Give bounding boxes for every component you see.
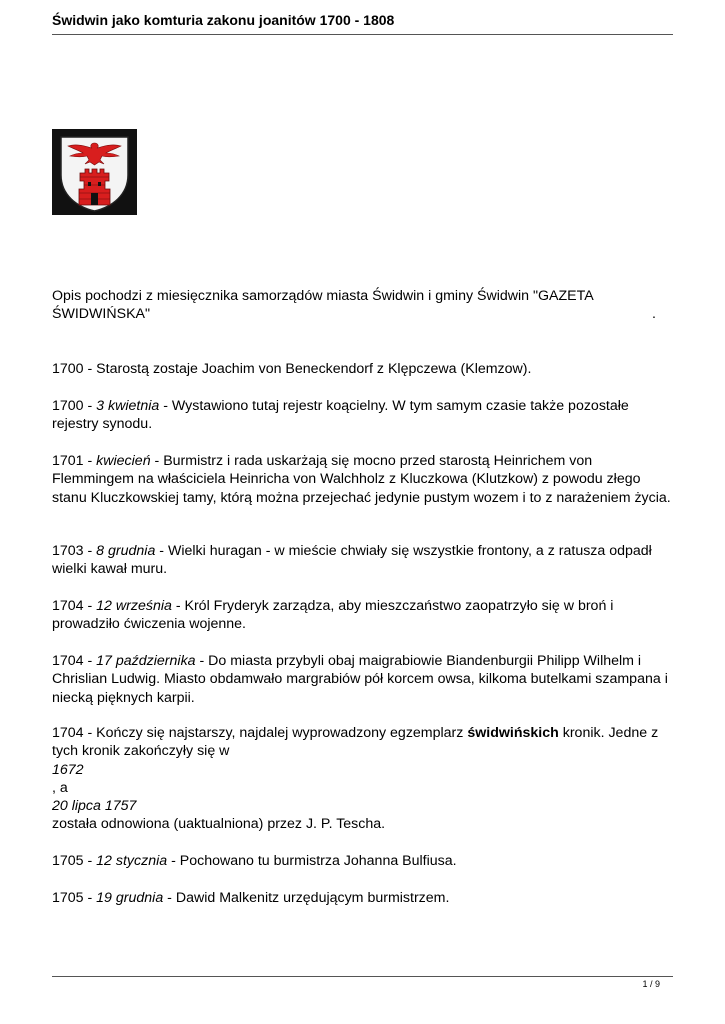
coat-of-arms-image bbox=[52, 129, 137, 215]
entry-text: kronik. Jedne z tych kronik zakończyły się w bbox=[52, 725, 659, 760]
entry-1700-starosta bbox=[52, 360, 674, 378]
entry-text: 1700 - Starostą zostaje Joachim von Beneckendorf z Klępczewa (Klemzow). bbox=[52, 361, 532, 377]
entry-text: 1704 - Kończy się najstarszy, najdalej wyprowadzony egzemplarz bbox=[52, 725, 468, 741]
entry-1704-chronicles bbox=[52, 724, 674, 834]
source-line-2: ŚWIDWIŃSKA" bbox=[52, 306, 151, 323]
entry-date: 1672 bbox=[52, 761, 84, 778]
source-note bbox=[52, 287, 674, 324]
entry-text: została odnowiona (uaktualniona) przez J. P. Tescha. bbox=[52, 816, 386, 833]
entry-text: - Król Fryderyk zarządza, aby mieszczaństwo zaopatrzyło się w broń i prowadziło ćwiczenia wojenne. bbox=[52, 598, 614, 633]
page-header-title: Świdwin jako komturia zakonu joanitów 1700 - 1808 bbox=[52, 12, 395, 28]
entry-date: 3 kwietnia bbox=[96, 398, 160, 414]
entry-date: 19 grudnia bbox=[96, 890, 164, 906]
entry-date: 17 października bbox=[96, 653, 196, 669]
entry-date: 8 grudnia bbox=[96, 543, 156, 559]
entry-text: - Wielki huragan - w mieście chwiały się wszystkie frontony, a z ratusza odpadł wielki kawał muru. bbox=[52, 543, 652, 578]
entry-1701 bbox=[52, 452, 674, 507]
entry-year: 1705 - bbox=[52, 853, 97, 869]
entry-text: - Dawid Malkenitz urzędującym burmistrzem. bbox=[163, 890, 450, 906]
entry-year: 1700 - bbox=[52, 398, 97, 414]
source-line-1: Opis pochodzi z miesięcznika samorządów miasta Świdwin i gminy Świdwin "GAZETA bbox=[52, 288, 594, 304]
entry-text: - Wystawiono tutaj rejestr koącielny. W tym samym czasie także pozostałe rejestry synodu. bbox=[52, 398, 629, 433]
entry-text: - Do miasta przybyli obaj maigrabiowie Biandenburgii Philipp Wilhelm i Chrislian Ludwig. Miasto obdamwało margrabiów pół korcem owsa, kilkoma butelkami szampana i niecką pięknych karpii. bbox=[52, 653, 668, 706]
entry-1704-october bbox=[52, 652, 674, 707]
entry-year: 1704 - bbox=[52, 653, 97, 669]
entry-date: 12 września bbox=[96, 598, 172, 614]
entry-date: 20 lipca 1757 bbox=[52, 798, 137, 815]
entry-year: 1705 - bbox=[52, 890, 97, 906]
entry-1700-april bbox=[52, 397, 674, 434]
footer-divider bbox=[52, 976, 673, 977]
entry-1705-december bbox=[52, 889, 674, 907]
entry-year: 1701 - bbox=[52, 453, 97, 469]
entry-1703 bbox=[52, 542, 674, 579]
entry-text: - Burmistrz i rada uskarżają się mocno przed starostą Heinrichem von Flemmingem na właściciela Heinricha von Walchholz z Kluczkowa (Klutzkow) z powodu złego stanu Kluczkowskiej tamy, którą można przejechać jedynie pustym wozem i to z narażeniem życia. bbox=[52, 453, 671, 506]
entry-text: - Pochowano tu burmistrza Johanna Bulfiusa. bbox=[167, 853, 457, 869]
entry-year: 1704 - bbox=[52, 598, 97, 614]
entry-1704-september bbox=[52, 597, 674, 634]
entry-1705-january bbox=[52, 852, 674, 870]
entry-year: 1703 - bbox=[52, 543, 97, 559]
header-divider bbox=[52, 34, 673, 35]
entry-date: 12 stycznia bbox=[96, 853, 168, 869]
entry-text: , a bbox=[52, 779, 68, 796]
page-number: 1 / 9 bbox=[642, 979, 660, 989]
entry-date: kwiecień bbox=[96, 453, 151, 469]
entry-bold-word: świdwińskich bbox=[467, 725, 559, 741]
source-dot: . bbox=[652, 306, 656, 323]
